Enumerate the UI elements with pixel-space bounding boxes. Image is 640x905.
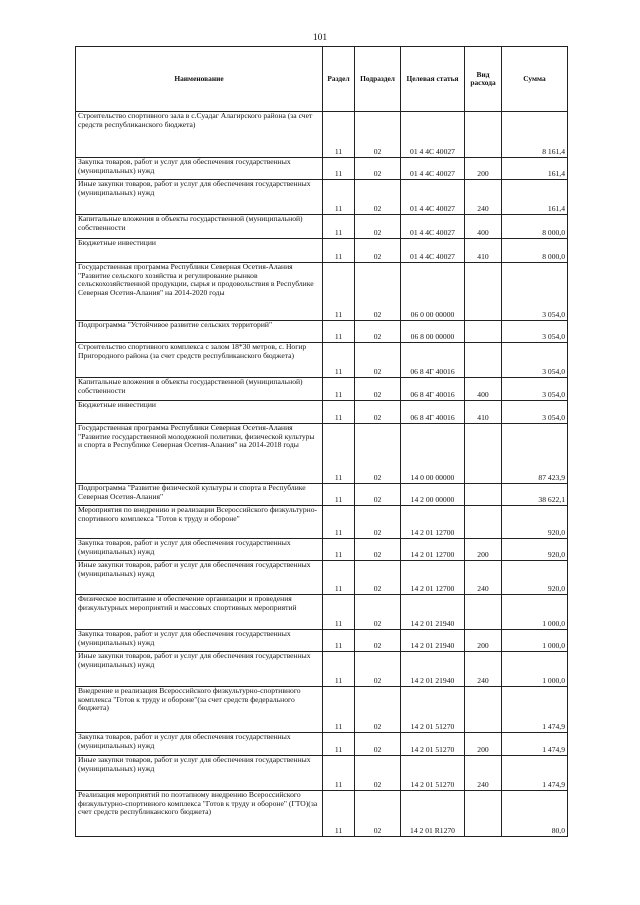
table-row [76,378,568,401]
row-name-cell: Государственная программа Республики Северная Осетия-Алания "Развитие сельского хозяйства и регулирование рынков сельскохозяйственной продукции, сырья и продовольствия в Республике Северная Осетия-Алания" на 2014-2020 годы [76,263,323,321]
table-row [76,239,568,263]
row-section-cell: 11 [323,321,355,343]
row-name-cell: Капитальные вложения в объекты государственной (муниципальной) собственности [76,215,323,239]
row-type-cell: 200 [465,158,502,180]
table-row [76,687,568,733]
row-type-cell: 410 [465,401,502,424]
row-subsection-cell: 02 [355,321,401,343]
row-section-cell: 11 [323,424,355,484]
row-subsection-cell: 02 [355,506,401,539]
row-subsection-cell: 02 [355,484,401,506]
row-name-cell: Бюджетные инвестиции [76,239,323,263]
row-name-cell: Реализация мероприятий по поэтапному внедрению Всероссийского физкультурно-спортивного комплекса "Готов к труду и обороне" (ГТО)(за счет средств республиканского бюджета) [76,791,323,837]
header-sum: Сумма [502,47,568,112]
row-subsection-cell: 02 [355,401,401,424]
row-type-cell: 200 [465,733,502,756]
row-name-cell: Строительство спортивного комплекса с залом 18*30 метров, с. Ногир Пригородного района (за счет средств республиканского бюджета) [76,343,323,378]
row-name-cell: Иные закупки товаров, работ и услуг для обеспечения государственных (муниципальных) нужд [76,180,323,215]
row-type-cell [465,343,502,378]
row-sum-cell: 8 000,0 [502,239,568,263]
row-sum-cell: 3 054,0 [502,401,568,424]
row-target-cell: 14 2 01 12700 [401,506,465,539]
row-section-cell: 11 [323,791,355,837]
row-section-cell: 11 [323,343,355,378]
row-type-cell [465,321,502,343]
row-name-cell: Закупка товаров, работ и услуг для обеспечения государственных (муниципальных) нужд [76,733,323,756]
row-target-cell: 14 2 01 51270 [401,687,465,733]
row-section-cell: 11 [323,215,355,239]
row-name-cell: Подпрограмма "Развитие физической культуры и спорта в Республике Северная Осетия-Алания" [76,484,323,506]
row-section-cell: 11 [323,180,355,215]
page-number: 101 [312,33,328,43]
row-type-cell: 400 [465,378,502,401]
row-section-cell: 11 [323,539,355,561]
row-name-cell: Иные закупки товаров, работ и услуг для обеспечения государственных (муниципальных) нужд [76,756,323,791]
row-subsection-cell: 02 [355,343,401,378]
row-name-cell: Закупка товаров, работ и услуг для обеспечения государственных (муниципальных) нужд [76,630,323,652]
table-row [76,561,568,595]
row-type-cell: 240 [465,180,502,215]
table-row [76,630,568,652]
header-target: Целевая статья [401,47,465,112]
row-type-cell [465,791,502,837]
table-row [76,506,568,539]
row-type-cell [465,484,502,506]
table-row [76,539,568,561]
table-row [76,180,568,215]
row-type-cell: 410 [465,239,502,263]
table-row [76,484,568,506]
row-subsection-cell: 02 [355,733,401,756]
table-row [76,424,568,484]
row-sum-cell: 1 000,0 [502,652,568,687]
table-header-row [76,47,568,112]
row-subsection-cell: 02 [355,424,401,484]
row-sum-cell: 1 474,9 [502,687,568,733]
row-sum-cell: 920,0 [502,506,568,539]
row-sum-cell: 1 000,0 [502,595,568,630]
row-sum-cell: 161,4 [502,180,568,215]
row-type-cell [465,506,502,539]
row-type-cell [465,112,502,158]
row-sum-cell: 38 622,1 [502,484,568,506]
row-section-cell: 11 [323,687,355,733]
table-row [76,756,568,791]
row-subsection-cell: 02 [355,239,401,263]
row-section-cell: 11 [323,263,355,321]
row-type-cell: 240 [465,561,502,595]
row-target-cell: 14 2 01 51270 [401,733,465,756]
row-sum-cell: 8 000,0 [502,215,568,239]
row-sum-cell: 161,4 [502,158,568,180]
table-row [76,595,568,630]
row-subsection-cell: 02 [355,539,401,561]
row-target-cell: 06 8 00 00000 [401,321,465,343]
row-subsection-cell: 02 [355,630,401,652]
row-subsection-cell: 02 [355,756,401,791]
row-sum-cell: 3 054,0 [502,263,568,321]
row-section-cell: 11 [323,652,355,687]
row-name-cell: Бюджетные инвестиции [76,401,323,424]
row-sum-cell: 1 000,0 [502,630,568,652]
row-type-cell: 240 [465,652,502,687]
row-type-cell [465,263,502,321]
row-section-cell: 11 [323,239,355,263]
row-section-cell: 11 [323,630,355,652]
row-target-cell: 01 4 4С 40027 [401,180,465,215]
row-sum-cell: 3 054,0 [502,343,568,378]
row-target-cell: 06 8 4Г 40016 [401,401,465,424]
row-section-cell: 11 [323,378,355,401]
table-row [76,112,568,158]
row-name-cell: Подпрограмма "Устойчивое развитие сельских территорий" [76,321,323,343]
row-target-cell: 14 2 01 21940 [401,652,465,687]
row-target-cell: 14 2 01 51270 [401,756,465,791]
row-subsection-cell: 02 [355,215,401,239]
row-target-cell: 06 8 4Г 40016 [401,343,465,378]
table-row [76,733,568,756]
row-name-cell: Капитальные вложения в объекты государственной (муниципальной) собственности [76,378,323,401]
table-body [76,112,568,837]
row-target-cell: 01 4 4С 40027 [401,112,465,158]
row-name-cell: Закупка товаров, работ и услуг для обеспечения государственных (муниципальных) нужд [76,158,323,180]
row-target-cell: 01 4 4С 40027 [401,158,465,180]
row-target-cell: 14 2 01 12700 [401,561,465,595]
table-row [76,215,568,239]
row-name-cell: Мероприятия по внедрению и реализации Всероссийского физкультурно-спортивного комплекса "Готов к труду и обороне" [76,506,323,539]
row-target-cell: 14 2 01 21940 [401,630,465,652]
row-type-cell: 200 [465,539,502,561]
table-row [76,652,568,687]
header-section: Раздел [323,47,355,112]
row-sum-cell: 80,0 [502,791,568,837]
row-sum-cell: 920,0 [502,539,568,561]
row-section-cell: 11 [323,401,355,424]
row-name-cell: Закупка товаров, работ и услуг для обеспечения государственных (муниципальных) нужд [76,539,323,561]
row-section-cell: 11 [323,733,355,756]
row-section-cell: 11 [323,158,355,180]
row-subsection-cell: 02 [355,180,401,215]
row-name-cell: Иные закупки товаров, работ и услуг для обеспечения государственных (муниципальных) нужд [76,652,323,687]
row-type-cell [465,424,502,484]
row-sum-cell: 1 474,9 [502,733,568,756]
row-subsection-cell: 02 [355,112,401,158]
row-sum-cell: 920,0 [502,561,568,595]
row-target-cell: 06 0 00 00000 [401,263,465,321]
row-sum-cell: 8 161,4 [502,112,568,158]
row-sum-cell: 87 423,9 [502,424,568,484]
row-subsection-cell: 02 [355,158,401,180]
row-section-cell: 11 [323,561,355,595]
row-target-cell: 14 2 01 21940 [401,595,465,630]
budget-table [75,46,568,837]
table-row [76,158,568,180]
row-target-cell: 14 0 00 00000 [401,424,465,484]
row-type-cell [465,687,502,733]
row-sum-cell: 1 474,9 [502,756,568,791]
row-type-cell: 400 [465,215,502,239]
row-target-cell: 06 8 4Г 40016 [401,378,465,401]
row-target-cell: 14 2 01 R1270 [401,791,465,837]
table-row [76,791,568,837]
row-section-cell: 11 [323,595,355,630]
row-type-cell: 200 [465,630,502,652]
row-subsection-cell: 02 [355,263,401,321]
table-row [76,321,568,343]
row-type-cell [465,595,502,630]
row-name-cell: Государственная программа Республики Северная Осетия-Алания "Развитие государственной молодежной политики, физической культуры и спорта в Республике Северная Осетия-Алания" на 2014-2018 годы [76,424,323,484]
header-type: Вид расхода [465,47,502,112]
table-row [76,401,568,424]
row-sum-cell: 3 054,0 [502,321,568,343]
table-row [76,343,568,378]
row-subsection-cell: 02 [355,791,401,837]
row-name-cell: Иные закупки товаров, работ и услуг для обеспечения государственных (муниципальных) нужд [76,561,323,595]
row-subsection-cell: 02 [355,652,401,687]
row-target-cell: 01 4 4С 40027 [401,239,465,263]
row-section-cell: 11 [323,484,355,506]
row-subsection-cell: 02 [355,378,401,401]
row-subsection-cell: 02 [355,687,401,733]
row-sum-cell: 3 054,0 [502,378,568,401]
row-target-cell: 14 2 01 12700 [401,539,465,561]
row-type-cell: 240 [465,756,502,791]
row-section-cell: 11 [323,756,355,791]
row-section-cell: 11 [323,112,355,158]
header-subsection: Подраздел [355,47,401,112]
row-name-cell: Внедрение и реализация Всероссийского физкультурно-спортивного комплекса "Готов к труду и обороне"(за счет средств федерального бюджета) [76,687,323,733]
header-name: Наименование [76,47,323,112]
row-section-cell: 11 [323,506,355,539]
row-target-cell: 14 2 00 00000 [401,484,465,506]
row-target-cell: 01 4 4С 40027 [401,215,465,239]
row-name-cell: Строительство спортивного зала в с.Суадаг Алагирского района (за счет средств республиканского бюджета) [76,112,323,158]
table-row [76,263,568,321]
row-subsection-cell: 02 [355,561,401,595]
row-name-cell: Физическое воспитание и обеспечение организации и проведения физкультурных мероприятий и массовых спортивных мероприятий [76,595,323,630]
row-subsection-cell: 02 [355,595,401,630]
